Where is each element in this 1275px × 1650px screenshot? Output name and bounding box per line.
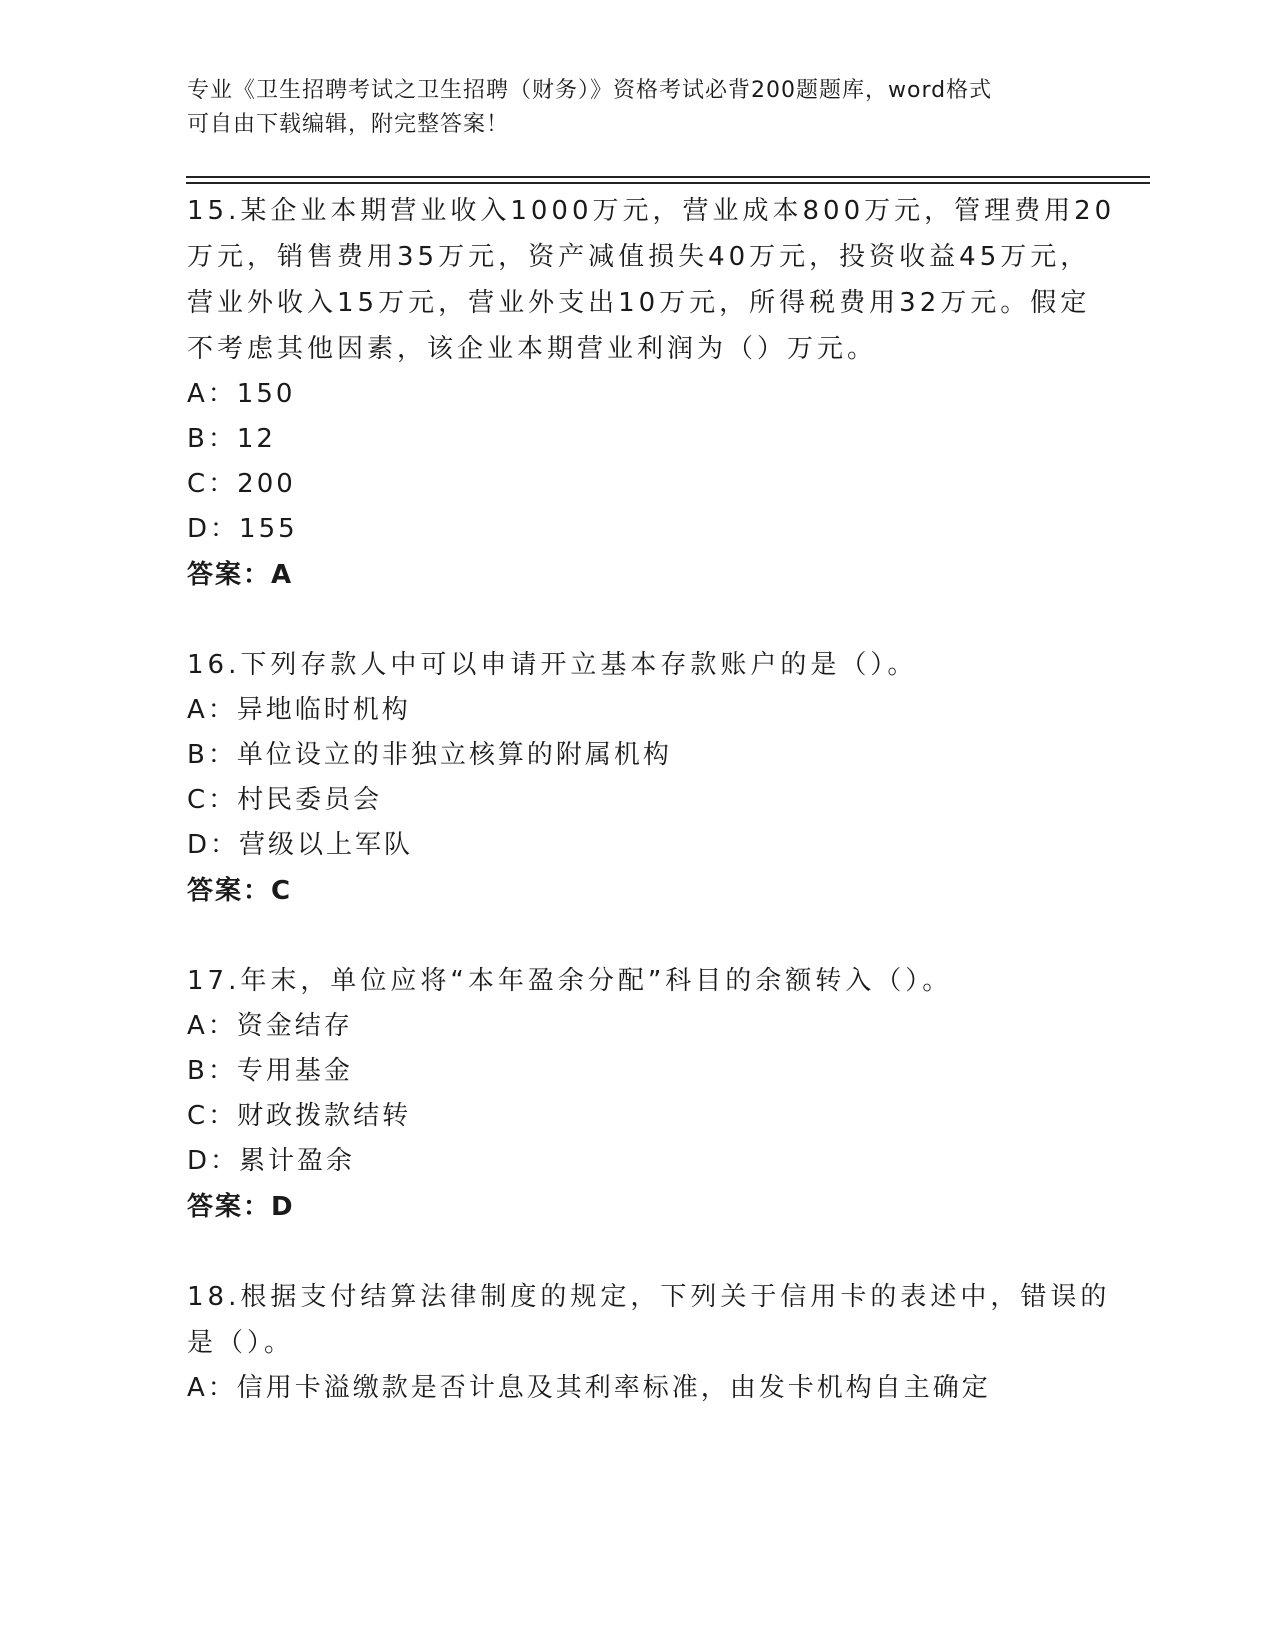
option-a: A：信用卡溢缴款是否计息及其利率标准，由发卡机构自主确定	[187, 1373, 991, 1403]
spacer	[187, 1230, 1087, 1274]
question-list	[187, 188, 1116, 1411]
question-text-line: 是（）。	[187, 1328, 295, 1358]
question-text-line: 16.下列存款人中可以申请开立基本存款账户的是（）。	[187, 650, 918, 680]
document-header	[187, 74, 1067, 142]
spacer	[187, 598, 1087, 642]
question-17	[187, 958, 1087, 1230]
question-text-line: 不考虑其他因素，该企业本期营业利润为（）万元。	[187, 334, 878, 364]
option-d: D：155	[187, 514, 298, 544]
option-b: B：单位设立的非独立核算的附属机构	[187, 740, 672, 770]
header-line-1: 专业《卫生招聘考试之卫生招聘（财务）》资格考试必背200题题库，word格式	[187, 78, 993, 103]
question-15	[187, 188, 1116, 598]
question-text-line: 17.年末，单位应将“本年盈余分配”科目的余额转入（）。	[187, 966, 953, 996]
option-c: C：村民委员会	[187, 785, 383, 815]
header-line-2: 可自由下载编辑，附完整答案！	[187, 112, 510, 137]
question-text-line: 营业外收入15万元，营业外支出10万元，所得税费用32万元。假定	[187, 288, 1091, 318]
option-a: A：150	[187, 379, 296, 409]
answer: 答案：A	[187, 560, 294, 590]
option-b: B：12	[187, 424, 276, 454]
question-text-line: 15.某企业本期营业收入1000万元，营业成本800万元，管理费用20	[187, 196, 1116, 226]
option-c: C：200	[187, 469, 296, 499]
header-divider-top	[186, 176, 1150, 178]
spacer	[187, 914, 1087, 958]
question-16	[187, 642, 1087, 914]
question-text-line: 万元，销售费用35万元，资产减值损失40万元，投资收益45万元，	[187, 242, 1091, 272]
option-d: D：累计盈余	[187, 1146, 356, 1176]
option-c: C：财政拨款结转	[187, 1101, 412, 1131]
answer: 答案：D	[187, 1192, 295, 1222]
header-divider-bottom	[186, 182, 1150, 184]
option-a: A：资金结存	[187, 1011, 353, 1041]
option-a: A：异地临时机构	[187, 695, 411, 725]
question-text-line: 18.根据支付结算法律制度的规定，下列关于信用卡的表述中，错误的	[187, 1282, 1111, 1312]
question-18	[187, 1274, 1111, 1411]
answer: 答案：C	[187, 876, 293, 906]
option-b: B：专用基金	[187, 1056, 353, 1086]
option-d: D：营级以上军队	[187, 830, 414, 860]
